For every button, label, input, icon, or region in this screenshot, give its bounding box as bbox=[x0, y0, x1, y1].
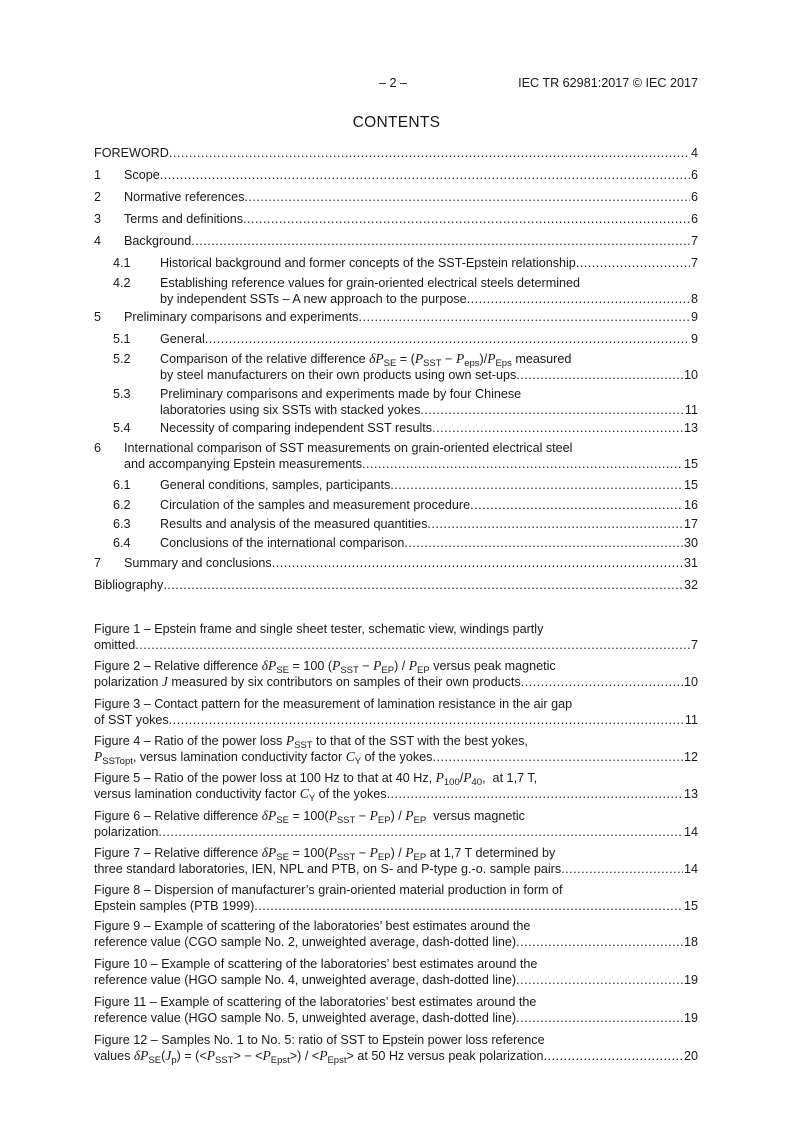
figure-entry-1[interactable]: Figure 1 – Epstein frame and single sheet tester, schematic view, windings partly omitted ..... 7 bbox=[94, 621, 698, 653]
toc-entry-6-4[interactable]: 6.4 Conclusions of the international comparison ..... 30 bbox=[94, 535, 698, 551]
figure-entry-8[interactable]: Figure 8 – Dispersion of manufacturer’s grain-oriented material production in form of Epstein samples (PTB 1999) ..... 15 bbox=[94, 882, 698, 914]
figure-entry-5[interactable]: Figure 5 – Ratio of the power loss at 100 Hz to that at 40 Hz, $P_{100}/P_{40}$, at 1,7 T, versus lamination conductivity factor $C_Y$ of the yokes ..... 13 bbox=[94, 770, 698, 802]
toc-entry-5-2[interactable]: 5.2 Comparison of the relative difference $\delta P_{SE} = (P_{SST} - P_{eps})/P_{Eps}$ measured by steel manufacturers on their own products using own set-ups ..... 10 bbox=[94, 351, 698, 383]
toc-entry-foreword[interactable]: FOREWORD ..... 4 bbox=[94, 145, 698, 161]
toc-entry-6-1[interactable]: 6.1 General conditions, samples, participants ..... 15 bbox=[94, 477, 698, 493]
toc-entry-7[interactable]: 7 Summary and conclusions ..... 31 bbox=[94, 555, 698, 571]
figure-entry-11[interactable]: Figure 11 – Example of scattering of the laboratories’ best estimates around the reference value (HGO sample No. 5, unweighted average, dash-dotted line) ..... 19 bbox=[94, 994, 698, 1026]
toc-entry-5-4[interactable]: 5.4 Necessity of comparing independent SST results ..... 13 bbox=[94, 420, 698, 436]
toc-entry-1[interactable]: 1 Scope ..... 6 bbox=[94, 167, 698, 183]
toc-entry-2[interactable]: 2 Normative references ..... 6 bbox=[94, 189, 698, 205]
figure-entry-9[interactable]: Figure 9 – Example of scattering of the laboratories’ best estimates around the reference value (CGO sample No. 2, unweighted average, dash-dotted line) ..... 18 bbox=[94, 918, 698, 950]
toc-entry-4-2[interactable]: 4.2 Establishing reference values for grain-oriented electrical steels determined by independent SSTs – A new approach to the purpose ..... 8 bbox=[94, 275, 698, 307]
figure-entry-2[interactable]: Figure 2 – Relative difference $\delta P_{SE} = 100$ $(P_{SST} - P_{EP}) / P_{EP}$ versus peak magnetic polarization J measured by six contributors on samples of their own products ..... 10 bbox=[94, 658, 698, 690]
figure-entry-6[interactable]: Figure 6 – Relative difference $\delta P_{SE} = 100(P_{SST} - P_{EP}) / P_{EP}$ versus magnetic polarization ..... 14 bbox=[94, 808, 698, 840]
figure-entry-4[interactable]: Figure 4 – Ratio of the power loss $P_{SST}$ to that of the SST with the best yokes, $P_{SSTopt}$, versus lamination conductivity factor $C_Y$ of the yokes ..... 12 bbox=[94, 733, 698, 765]
toc-entry-5-2-line1: Comparison of the relative difference $\delta P_{SE} = (P_{SST} - P_{eps})/P_{Eps}$ measured bbox=[160, 351, 572, 369]
toc-entry-5-1[interactable]: 5.1 General ..... 9 bbox=[94, 331, 698, 347]
figure-entry-7[interactable]: Figure 7 – Relative difference $\delta P_{SE} = 100(P_{SST} - P_{EP}) / P_{EP}$ at 1,7 T determined by three standard laboratories, IEN, NPL and PTB, on S- and P-type g.-o. sample pairs ..... 14 bbox=[94, 845, 698, 877]
toc-entry-4-1[interactable]: 4.1 Historical background and former concepts of the SST-Epstein relationship ..... 7 bbox=[94, 255, 698, 271]
figure-entry-10[interactable]: Figure 10 – Example of scattering of the laboratories’ best estimates around the reference value (HGO sample No. 4, unweighted average, dash-dotted line) ..... 19 bbox=[94, 956, 698, 988]
toc-entry-6-3[interactable]: 6.3 Results and analysis of the measured quantities ..... 17 bbox=[94, 516, 698, 532]
toc-entry-5-3[interactable]: 5.3 Preliminary comparisons and experiments made by four Chinese laboratories using six SSTs with stacked yokes ..... 11 bbox=[94, 386, 698, 418]
page-header bbox=[94, 76, 698, 92]
toc-entry-6[interactable]: 6 International comparison of SST measurements on grain-oriented electrical steel and accompanying Epstein measurements ..... 15 bbox=[94, 440, 698, 472]
toc-entry-3[interactable]: 3 Terms and definitions ..... 6 bbox=[94, 211, 698, 227]
toc-entry-4[interactable]: 4 Background ..... 7 bbox=[94, 233, 698, 249]
toc-entry-bibliography[interactable]: Bibliography ..... 32 bbox=[94, 577, 698, 593]
figure-entry-3[interactable]: Figure 3 – Contact pattern for the measurement of lamination resistance in the air gap of SST yokes ..... 11 bbox=[94, 696, 698, 728]
figure-entry-12[interactable]: Figure 12 – Samples No. 1 to No. 5: ratio of SST to Epstein power loss reference values $\delta P_{SE}(J_p) = (<P_{SST}> - <P_{Epst}>) / <P_{Epst}>$ at 50 Hz versus peak polarization ..... 20 bbox=[94, 1032, 698, 1064]
toc-entry-5[interactable]: 5 Preliminary comparisons and experiments ..... 9 bbox=[94, 309, 698, 325]
contents-title: CONTENTS bbox=[352, 114, 441, 131]
document-id: IEC TR 62981:2017 © IEC 2017 bbox=[518, 76, 698, 90]
toc-entry-6-2[interactable]: 6.2 Circulation of the samples and measurement procedure ..... 16 bbox=[94, 497, 698, 513]
page-number: – 2 – bbox=[379, 76, 408, 90]
